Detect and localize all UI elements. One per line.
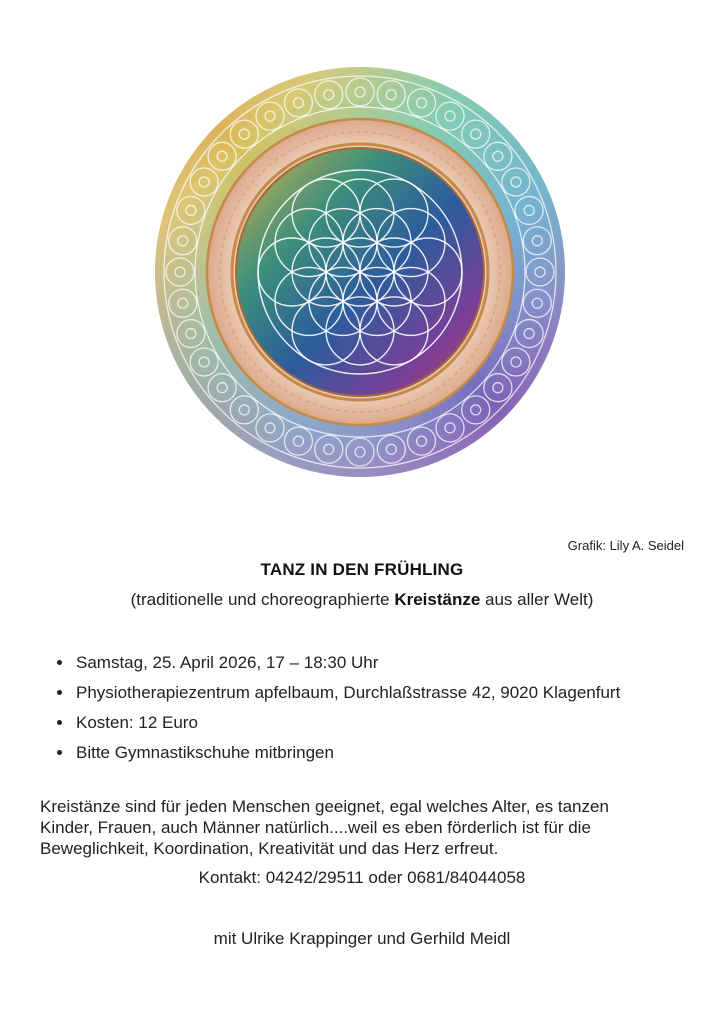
- image-credit: Grafik: Lily A. Seidel: [567, 538, 684, 553]
- subtitle-after: aus aller Welt): [480, 590, 594, 609]
- detail-date: • Samstag, 25. April 2026, 17 – 18:30 Uhr: [74, 648, 620, 678]
- description-line: Beweglichkeit, Koordination, Kreativität und das Herz erfreut.: [40, 839, 499, 858]
- event-subtitle: [0, 590, 724, 610]
- description-line: Kinder, Frauen, auch Männer natürlich....weil es eben förderlich ist für die: [40, 818, 591, 837]
- flower-of-life-mandala-icon: [150, 62, 570, 482]
- detail-location: • Physiotherapiezentrum apfelbaum, Durchlaßstrasse 42, 9020 Klagenfurt: [74, 678, 620, 708]
- event-title: TANZ IN DEN FRÜHLING: [260, 560, 464, 579]
- event-hosts: mit Ulrike Krappinger und Gerhild Meidl: [213, 929, 511, 948]
- subtitle-bold: Kreistänze: [394, 590, 481, 609]
- event-description: [40, 796, 700, 859]
- contact-info: Kontakt: 04242/29511 oder 0681/84044058: [198, 868, 526, 887]
- description-line: Kreistänze sind für jeden Menschen geeignet, egal welches Alter, es tanzen: [40, 797, 609, 816]
- event-details-list: [56, 648, 620, 768]
- subtitle-before: (traditionelle und choreographierte: [130, 590, 395, 609]
- detail-shoes: • Bitte Gymnastikschuhe mitbringen: [74, 738, 620, 768]
- detail-cost: • Kosten: 12 Euro: [74, 708, 620, 738]
